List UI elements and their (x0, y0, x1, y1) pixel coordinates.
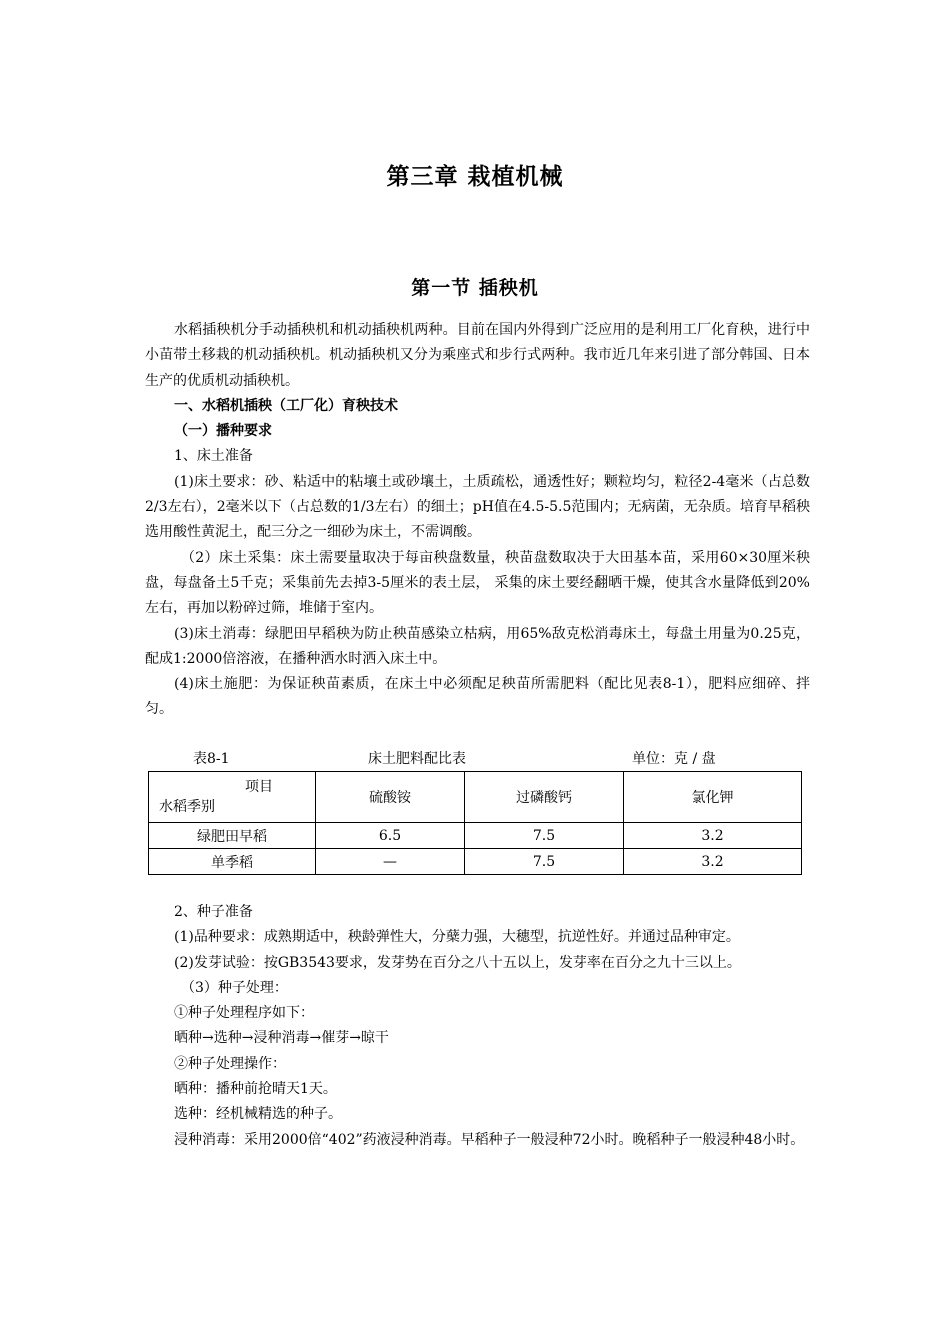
paragraph-seed-treatment: （3）种子处理： (181, 979, 288, 996)
paragraph-bed-soil-requirements: (1)床土要求：砂、粘适中的粘壤土或砂壤土，土质疏松，通透性好；颗粒均匀，粒径2-4毫米（占总数2/3左右），2毫米以下（占总数的1/3左右）的细土；pH值在4.5-5.5范围内；无病菌，无杂质。培育早稻秧选用酸性黄泥土，配三分之一细砂为床土，不需调酸。 (145, 473, 810, 541)
paragraph-bed-soil-collection: （2）床土采集：床土需要量取决于每亩秧盘数量，秧苗盘数取决于大田基本苗，采用60×30厘米秧盘，每盘备土5千克；采集前先去掉3-5厘米的表土层， 采集的床土要经翻晒干燥，使其含水量降低到20%左右，再加以粉碎过筛，堆储于室内。 (145, 549, 810, 617)
paragraph-procedure-title: ①种子处理程序如下： (174, 1005, 314, 1022)
row-label: 单季稻 (149, 849, 316, 875)
fertilizer-ratio-table (148, 771, 802, 875)
table-corner-header (149, 772, 316, 823)
table-row (149, 849, 802, 875)
paragraph-soaking-disinfection: 浸种消毒：采用2000倍“402”药液浸种消毒。早稻种子一般浸种72小时。晚稻种子一般浸种48小时。 (174, 1131, 805, 1148)
column-header: 过磷酸钙 (465, 772, 624, 823)
subheading-seed: 2、种子准备 (174, 904, 253, 920)
table-cell: 3.2 (624, 849, 802, 875)
corner-label-item: 项目 (245, 779, 273, 795)
table-cell: 3.2 (624, 823, 802, 849)
column-header: 硫酸铵 (316, 772, 465, 823)
corner-label-season: 水稻季别 (159, 799, 215, 815)
body-text-upper (145, 318, 810, 723)
body-text-lower (145, 900, 810, 1153)
paragraph-bed-soil-fertilizer: (4)床土施肥：为保证秧苗素质，在床土中必须配足秧苗所需肥料（配比见表8-1），肥料应细碎、拌匀。 (145, 676, 810, 718)
column-header: 氯化钾 (624, 772, 802, 823)
table-caption (145, 748, 810, 770)
intro-paragraph: 水稻插秧机分手动插秧机和机动插秧机两种。目前在国内外得到广泛应用的是利用工厂化育秧，进行中小苗带土移栽的机动插秧机。机动插秧机又分为乘座式和步行式两种。我市近几年来引进了部分韩国、日本生产的优质机动插秧机。 (145, 322, 810, 389)
heading-level-1: 一、水稻机插秧（工厂化）育秧技术 (174, 397, 398, 414)
subheading-bed-soil: 1、床土准备 (174, 448, 253, 465)
table-number: 表8-1 (193, 751, 230, 767)
table-cell: 7.5 (465, 849, 624, 875)
table-cell: 7.5 (465, 823, 624, 849)
paragraph-variety-requirements: (1)品种要求：成熟期适中，秧龄弹性大，分蘖力强，大穗型，抗逆性好。并通过品种审定。 (174, 929, 740, 946)
paragraph-bed-soil-disinfection: (3)床土消毒：绿肥田早稻秧为防止秧苗感染立枯病，用65%敌克松消毒床土，每盘土用量为0.25克，配成1:2000倍溶液，在播种洒水时洒入床土中。 (145, 625, 810, 667)
table-cell: — (316, 849, 465, 875)
table-header-row (149, 772, 802, 823)
heading-level-2: （一）播种要求 (174, 423, 272, 440)
paragraph-seed-selection: 选种：经机械精选的种子。 (174, 1106, 342, 1123)
table-title: 床土肥料配比表 (368, 751, 466, 767)
paragraph-germination-test: (2)发芽试验：按GB3543要求，发芽势在百分之八十五以上，发芽率在百分之九十三以上。 (174, 954, 741, 971)
paragraph-operation-title: ②种子处理操作： (174, 1055, 286, 1072)
chapter-title: 第三章 栽植机械 (386, 164, 564, 190)
row-label: 绿肥田早稻 (149, 823, 316, 849)
table-row (149, 823, 802, 849)
paragraph-procedure-flow: 晒种→选种→浸种消毒→催芽→晾干 (174, 1030, 389, 1047)
table-cell: 6.5 (316, 823, 465, 849)
table-unit: 单位：克 / 盘 (632, 751, 716, 767)
section-title: 第一节 插秧机 (411, 277, 539, 299)
paragraph-sun-drying: 晒种：播种前抢晴天1天。 (174, 1081, 337, 1098)
